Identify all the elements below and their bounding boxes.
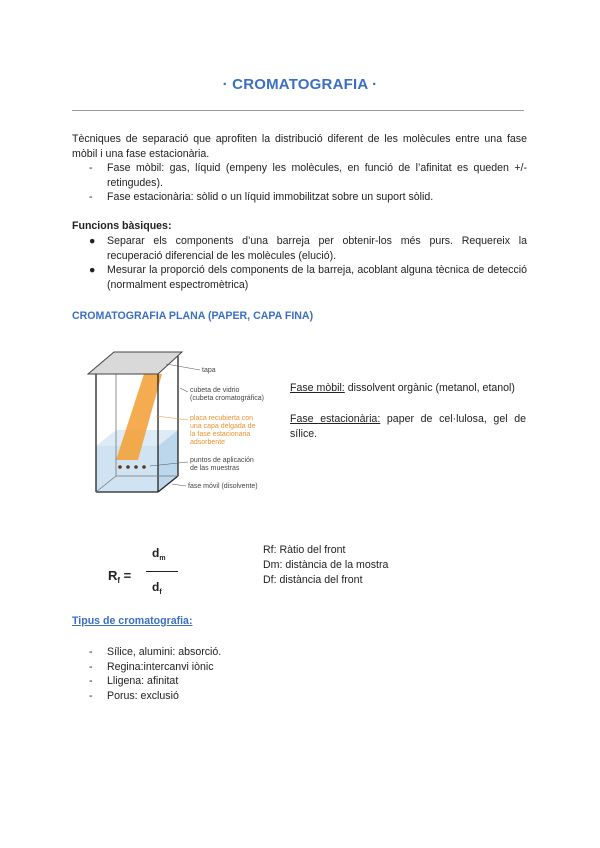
list-item: - Sílice, alumini: absorció. <box>89 646 222 658</box>
list-item: - Fase estacionària: sòlid o un líquid immobilitzat sobre un suport sòlid. <box>89 191 434 203</box>
leader-line <box>172 484 186 486</box>
list-item: ● Mesurar la proporció dels components de la barreja, acoblant alguna tècnica de detecció (normalment espectromètrica) <box>89 264 527 291</box>
dash-marker: - <box>89 675 93 687</box>
diagram-label: cubeta de vidrio <box>190 387 240 394</box>
rf-lhs: $R_f$ = <box>108 568 132 585</box>
stationary-phase-text: Fase estacionària: paper de cel·lulosa, gel de sílice. <box>290 413 526 440</box>
diagram-label: tapa <box>202 367 216 374</box>
legend-line: Df: distància del front <box>263 574 363 586</box>
dash-marker: - <box>89 660 93 673</box>
bullet-marker: ● <box>89 264 96 276</box>
sample-spot <box>126 465 130 469</box>
list-item: ● Separar els components d’una barreja per obtenir-los més purs. Requereix la recuperació diferencial de les molècules (elució). <box>89 235 527 262</box>
diagram-label: adsorbente <box>190 439 226 446</box>
phases-list <box>72 161 527 205</box>
tank-lid <box>88 352 182 374</box>
rf-formula <box>108 546 198 598</box>
diagram-label: placa recubierta con <box>190 415 254 422</box>
bullet-marker: ● <box>89 235 96 247</box>
title-divider <box>72 110 524 111</box>
funcions-heading: Funcions bàsiques: <box>72 220 172 232</box>
list-item: - Porus: exclusió <box>89 689 179 702</box>
plana-heading: CROMATOGRAFIA PLANA (PAPER, CAPA FINA) <box>72 310 314 322</box>
sample-spot <box>142 465 146 469</box>
diagram-label: (cubeta cromatográfica) <box>190 395 264 402</box>
diagram-label: una capa delgada de <box>190 423 256 430</box>
funcions-list <box>72 234 527 292</box>
diagram-label: la fase estacionaria <box>190 431 251 438</box>
diagram-label: de las muestras <box>190 465 240 472</box>
tipus-list <box>72 645 527 703</box>
sample-spot <box>118 465 122 469</box>
sample-spot <box>134 465 138 469</box>
list-item: - Fase mòbil: gas, líquid (empeny les molècules, en funció de l’afinitat es queden +/- retingudes). <box>89 162 527 189</box>
fraction-bar <box>146 571 178 572</box>
legend-line: Dm: distància de la mostra <box>263 559 389 571</box>
chromatography-tank-diagram <box>72 336 292 506</box>
dash-marker: - <box>89 646 93 658</box>
dash-marker: - <box>89 162 93 174</box>
page-title: · CROMATOGRAFIA · <box>222 76 378 93</box>
leader-line <box>180 388 188 392</box>
list-item: - Regina:intercanvi iònic <box>89 660 214 673</box>
dash-marker: - <box>89 191 93 203</box>
rf-numerator: $d_m$ <box>152 546 166 562</box>
rf-denominator: $d_f$ <box>152 580 162 596</box>
tipus-heading: Tipus de cromatografia: <box>72 615 193 627</box>
leader-line <box>156 416 188 420</box>
mobile-phase-text: Fase mòbil: dissolvent orgànic (metanol, etanol) <box>290 382 515 394</box>
intro-paragraph: Tècniques de separació que aprofiten la distribució diferent de les molècules entre una fase mòbil i una fase estacionària. <box>72 133 527 160</box>
diagram-label: fase móvil (disolvente) <box>188 483 258 490</box>
legend-line: Rf: Ràtio del front <box>263 544 346 556</box>
formula-legend <box>263 543 388 588</box>
diagram-label: puntos de aplicación <box>190 457 254 464</box>
list-item: - Lligena: afinitat <box>89 675 179 687</box>
dash-marker: - <box>89 689 93 702</box>
leader-line <box>166 364 200 370</box>
